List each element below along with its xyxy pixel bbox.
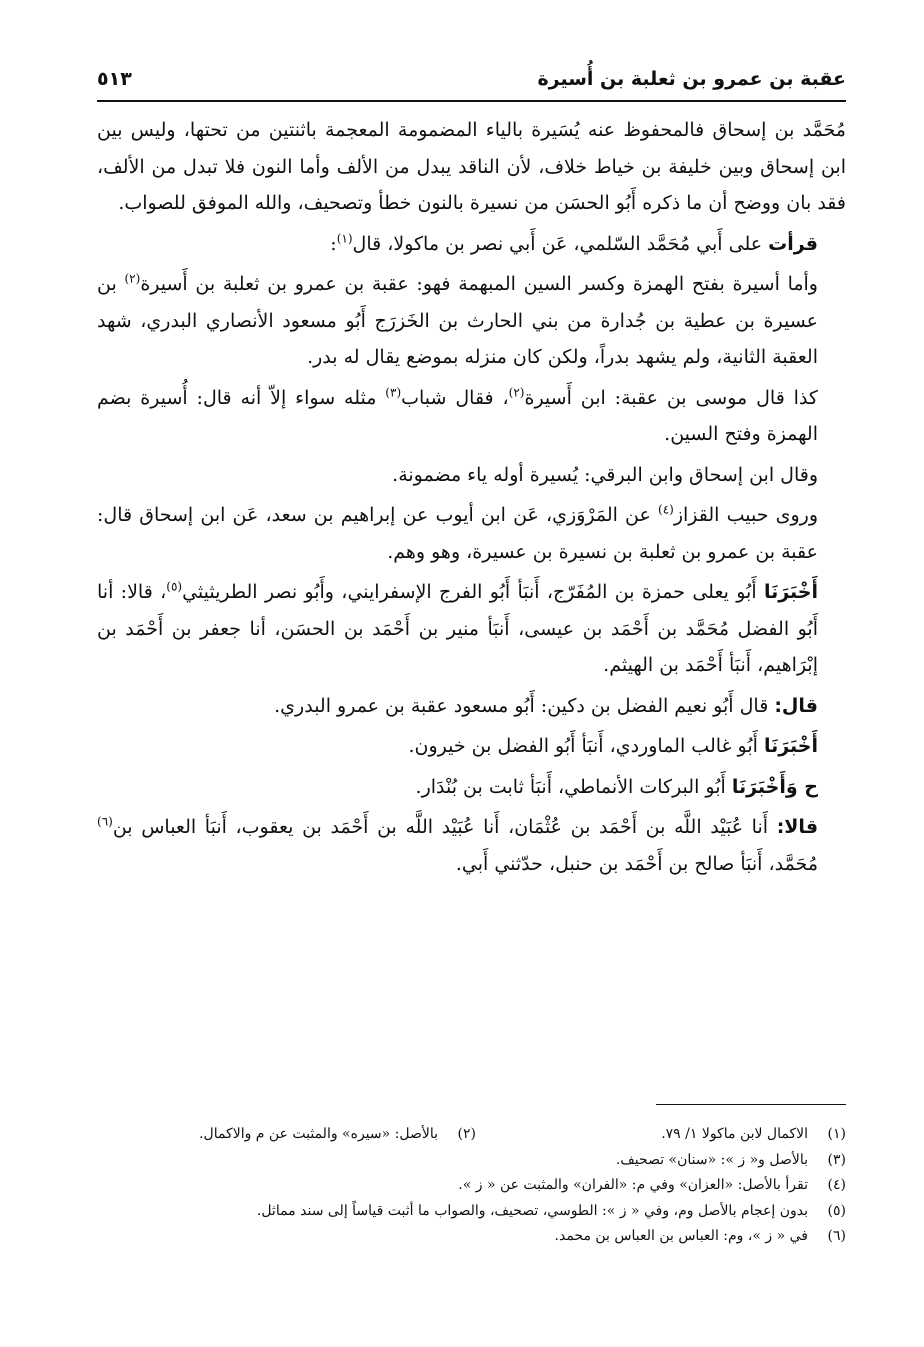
paragraph-2-end: : bbox=[330, 232, 337, 255]
running-header bbox=[97, 66, 846, 102]
footnote-5 bbox=[97, 1199, 846, 1225]
footnote-ref-6: (٦) bbox=[97, 814, 113, 829]
footnote-separator bbox=[656, 1104, 846, 1105]
paragraph-3-part-a: وأما أسيرة بفتح الهمزة وكسر السين المبهمة فهو: عقبة بن عمرو بن ثعلبة بن أَسيرة bbox=[140, 273, 818, 295]
keyword-akhbarana: أَخْبَرَنَا bbox=[763, 581, 818, 603]
paragraph-11 bbox=[97, 809, 846, 882]
footnote-6 bbox=[97, 1224, 846, 1250]
paragraph-8 bbox=[97, 688, 846, 725]
footnote-1 bbox=[476, 1122, 846, 1148]
footnote-text: في « ز »، وم: العباس بن العباس بن محمد. bbox=[554, 1228, 808, 1244]
footnote-ref-5: (٥) bbox=[166, 579, 183, 594]
footnote-text: تقرأ بالأصل: «العزان» وفي م: «الفران» والمثبت عن « ز ». bbox=[458, 1177, 808, 1193]
paragraph-10-text: أَبُو البركات الأنماطي، أَنبَأ ثابت بن بُنْدَار. bbox=[415, 775, 726, 798]
footnote-number: (٤) bbox=[827, 1177, 846, 1193]
keyword-qara-tu: قرأت bbox=[768, 232, 818, 255]
footnote-text: بدون إعجام بالأصل وم، وفي « ز »: الطوسي، تصحيف، والصواب ما أثبت قياساً إلى سند مماثل. bbox=[256, 1202, 808, 1219]
keyword-qala-dual: قالا: bbox=[776, 816, 819, 838]
footnote-number: (٢) bbox=[457, 1126, 476, 1142]
paragraph-4-part-a: كذا قال موسى بن عقبة: ابن أَسيرة bbox=[524, 386, 818, 409]
footnote-text: بالأصل: «سيره» والمثبت عن م والاكمال. bbox=[199, 1126, 438, 1142]
footnote-ref-1: (١) bbox=[336, 231, 353, 246]
paragraph-11-part-a: أَنا عُبَيْد اللَّه بن أَحْمَد بن عُثْمَان، أَنا عُبَيْد اللَّه بن أَحْمَد بن يعقوب، أَنبَأ العباس بن bbox=[112, 816, 769, 838]
paragraph-4 bbox=[97, 380, 846, 453]
footnote-row-1 bbox=[97, 1122, 846, 1148]
paragraph-10 bbox=[97, 769, 846, 806]
paragraph-2-text: على أَبي مُحَمَّد السّلمي، عَن أَبي نصر بن ماكولا، قال bbox=[352, 232, 763, 255]
footnote-text: الاكمال لابن ماكولا ١/ ٧٩. bbox=[661, 1126, 808, 1142]
footnote-text: بالأصل و« ز »: «سنان» تصحيف. bbox=[615, 1151, 808, 1168]
footnotes bbox=[97, 1122, 846, 1250]
paragraph-3-part-b: بن عسيرة بن عطية بن جُدارة من بني الحارث بن الخَزرَج أَبُو مسعود الأنصاري البدري، شهد العقبة الثانية، ولم يشهد بدراً، ولكن كان منزله بموضع يقال له بدر. bbox=[97, 273, 818, 368]
paragraph-7-part-a: أَبُو يعلى حمزة بن المُفَرّج، أَنبَأ أَبُو الفرج الإسفرايني، وأَبُو نصر الطريثيثي bbox=[182, 581, 757, 603]
keyword-akhbarana-2: أَخْبَرَنَا bbox=[763, 735, 818, 757]
footnote-number: (٦) bbox=[827, 1228, 846, 1244]
paragraph-6-part-a: وروى حبيب القزاز bbox=[673, 504, 818, 526]
paragraph-6-part-b: عن المَرْوَزي، عَن ابن أيوب عن إبراهيم بن سعد، عَن ابن إسحاق قال: عقبة بن عمرو بن ثعلبة بن نسيرة بن عسيرة، وهو وهم. bbox=[97, 504, 818, 563]
paragraph-4-part-c: مثله سواء إلاّ أنه قال: أُسيرة بضم الهمزة وفتح السين. bbox=[97, 386, 818, 445]
paragraph-1: مُحَمَّد بن إسحاق فالمحفوظ عنه يُسَيرة بالياء المضمومة المعجمة باثنتين من تحتها، وليس بين ابن إسحاق وبين خليفة بن خياط خلاف، لأن الناقد يبدل من الألف وأما النون فلا تبدل من الألف، فقد بان ووضح أن ما ذكره أَبُو الحسَن من نسيرة بالنون خطأ وتصحيف، والله الموفق للصواب. bbox=[97, 119, 846, 214]
footnote-ref-3: (٣) bbox=[385, 385, 402, 400]
footnote-4 bbox=[97, 1173, 846, 1199]
paragraph-11-part-b: مُحَمَّد، أَنبَأ صالح بن أَحْمَد بن حنبل، حدّثني أَبي. bbox=[455, 852, 818, 875]
keyword-wa-akhbarana: ح وَأَخْبَرَنَا bbox=[731, 775, 818, 798]
paragraph-8-text: قال أَبُو نعيم الفضل بن دكين: أَبُو مسعود عقبة بن عمرو البدري. bbox=[274, 694, 769, 717]
paragraph-7-part-b: ، قالا: أنا أَبُو الفضل مُحَمَّد بن أَحْمَد بن عيسى، أَنبَأ منير بن أَحْمَد بن الحسَن، أنا جعفر بن أَحْمَد بن إبْرَاهيم، أَنبَأ أَحْمَد بن الهيثم. bbox=[97, 581, 818, 676]
footnote-ref-2b: (٢) bbox=[508, 385, 525, 400]
paragraph-9-text: أَبُو غالب الماوردي، أَنبَأ أَبُو الفضل بن خيرون. bbox=[408, 735, 758, 757]
keyword-qala: قال: bbox=[774, 694, 818, 717]
paragraph-6 bbox=[97, 497, 846, 570]
footnote-number: (٥) bbox=[827, 1202, 846, 1219]
footnote-2 bbox=[199, 1122, 476, 1148]
page-number: ٥١٣ bbox=[97, 68, 132, 90]
paragraph-4-part-b: ، فقال شباب bbox=[401, 386, 509, 409]
paragraph-5: وقال ابن إسحاق وابن البرقي: يُسيرة أوله ياء مضمونة. bbox=[392, 463, 818, 486]
footnote-number: (٣) bbox=[827, 1151, 846, 1168]
paragraph-9 bbox=[97, 728, 846, 765]
footnote-number: (١) bbox=[827, 1126, 846, 1142]
main-text bbox=[97, 112, 846, 886]
paragraph-3 bbox=[97, 266, 846, 376]
footnote-ref-2: (٢) bbox=[124, 271, 141, 286]
footnote-ref-4: (٤) bbox=[658, 502, 674, 517]
footnote-3 bbox=[97, 1148, 846, 1174]
paragraph-2 bbox=[97, 226, 846, 263]
paragraph-7 bbox=[97, 574, 846, 684]
header-title: عقبة بن عمرو بن ثعلبة بن أُسيرة bbox=[537, 68, 846, 90]
